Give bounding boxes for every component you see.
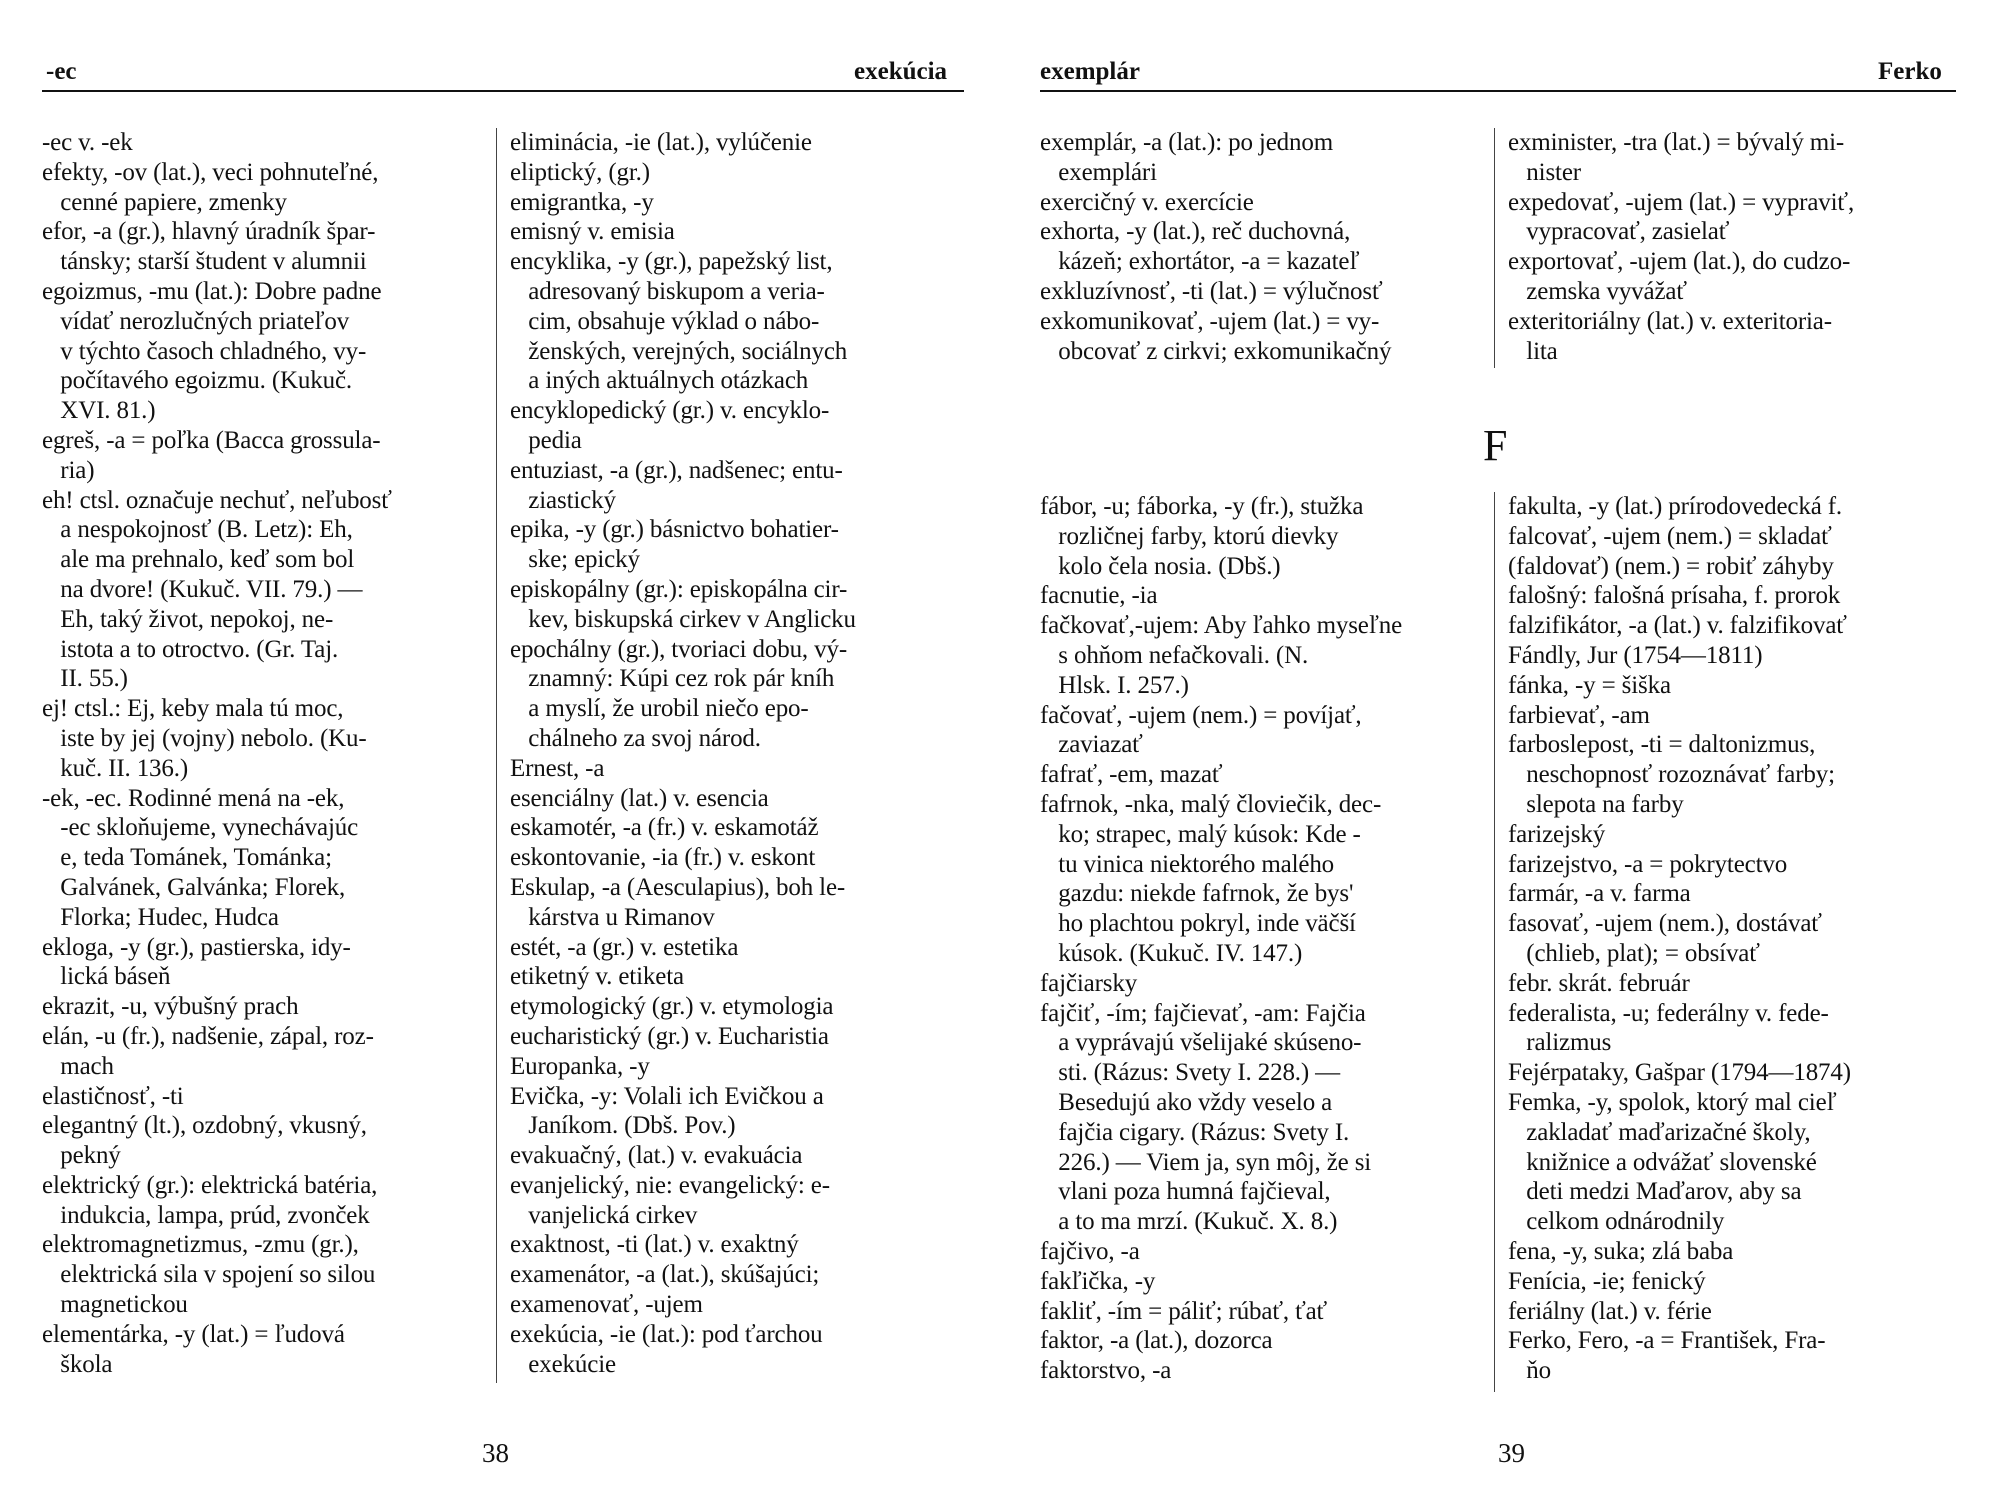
entry-line: fena, -y, suka; zlá baba <box>1508 1237 1734 1265</box>
entry-continuation-line: exemplári <box>1040 158 1157 186</box>
entry-line: elementárka, -y (lat.) = ľudová <box>42 1320 345 1348</box>
entry-continuation-line: kuč. II. 136.) <box>42 754 189 782</box>
entry-line: faktorstvo, -a <box>1040 1357 1172 1385</box>
entry-continuation-line: celkom odnárodnily <box>1508 1208 1725 1236</box>
entry-continuation-line: počítavého egoizmu. (Kukuč. <box>42 367 352 395</box>
left-page-number: 38 <box>482 1438 509 1468</box>
entry-continuation-line: a myslí, že urobil niečo epo- <box>510 695 809 723</box>
entry-line: fajčiť, -ím; fajčievať, -am: Fajčia <box>1040 999 1366 1027</box>
entry-continuation-line: zakladať maďarizačné školy, <box>1508 1118 1811 1146</box>
entry-line: fakulta, -y (lat.) prírodovedecká f. <box>1508 493 1843 520</box>
entry-continuation-line: XVI. 81.) <box>42 397 156 425</box>
entry-line: exekúcia, -ie (lat.): pod ťarchou <box>510 1320 823 1348</box>
entry-line: farizejský <box>1508 820 1606 848</box>
entry-line: fajčiarsky <box>1040 969 1138 997</box>
entry-continuation-line: a iných aktuálnych otázkach <box>510 367 809 395</box>
entry-continuation-line: zemska vyvážať <box>1508 277 1687 305</box>
entry-line: examenovať, -ujem <box>510 1291 703 1319</box>
entry-continuation-line: chálneho za svoj národ. <box>510 724 761 752</box>
entry-line: elastičnosť, -ti <box>42 1082 184 1110</box>
entry-continuation-line: a to ma mrzí. (Kukuč. X. 8.) <box>1040 1208 1338 1236</box>
entry-line: ekrazit, -u, výbušný prach <box>42 993 299 1021</box>
entry-continuation-line: Besedujú ako vždy veselo a <box>1040 1088 1333 1116</box>
entry-continuation-line: gazdu: niekde fafrnok, že bys' <box>1040 880 1354 908</box>
entry-line: eucharistický (gr.) v. Eucharistia <box>510 1022 829 1050</box>
entry-line: eskamotér, -a (fr.) v. eskamotáž <box>510 814 819 842</box>
entry-continuation-line: vanjelická cirkev <box>510 1201 698 1229</box>
entry-line: evakuačný, (lat.) v. evakuácia <box>510 1142 803 1170</box>
entry-continuation-line: iste by jej (vojny) nebolo. (Ku- <box>42 724 367 752</box>
entry-continuation-line: ženských, verejných, sociálnych <box>510 337 848 365</box>
entry-line: exkluzívnosť, -ti (lat.) = výlučnosť <box>1040 277 1383 305</box>
entry-continuation-line: istota a to otroctvo. (Gr. Taj. <box>42 635 339 663</box>
entry-line: emisný v. emisia <box>510 218 675 246</box>
entry-line: etymologický (gr.) v. etymologia <box>510 993 834 1021</box>
entry-line: esenciálny (lat.) v. esencia <box>510 784 769 812</box>
left-column-2 <box>510 128 970 1379</box>
entry-line: farizejstvo, -a = pokrytectvo <box>1508 850 1788 878</box>
entry-line: -ek, -ec. Rodinné mená na -ek, <box>42 784 345 812</box>
entry-continuation-line: ziastický <box>510 486 616 514</box>
entry-line: Ernest, -a <box>510 754 605 782</box>
entry-continuation-line: mach <box>42 1052 114 1080</box>
entry-continuation-line: obcovať z cirkvi; exkomunikačný <box>1040 337 1392 365</box>
entry-continuation-line: kázeň; exhortátor, -a = kazateľ <box>1040 248 1360 276</box>
entry-continuation-line: ňo <box>1508 1357 1552 1385</box>
entry-continuation-line: ria) <box>42 456 95 484</box>
right-column-1-top <box>1040 128 1480 366</box>
left-header-rule <box>42 90 964 92</box>
entry-line: fafrnok, -nka, malý človiečik, dec- <box>1040 790 1382 818</box>
entry-line: falcovať, -ujem (nem.) = skladať <box>1508 522 1832 550</box>
entry-line: Femka, -y, spolok, ktorý mal cieľ <box>1508 1088 1837 1116</box>
entry-line: examenátor, -a (lat.), skúšajúci; <box>510 1261 820 1289</box>
entry-continuation-line: Galvánek, Galvánka; Florek, <box>42 873 346 901</box>
entry-line: fafrať, -em, mazať <box>1040 761 1223 789</box>
entry-line: Evička, -y: Volali ich Evičkou a <box>510 1082 824 1110</box>
entry-continuation-line: nister <box>1508 158 1581 186</box>
entry-continuation-line: Hlsk. I. 257.) <box>1040 671 1189 699</box>
entry-continuation-line: škola <box>42 1350 113 1378</box>
left-running-head-start: -ec <box>46 58 77 85</box>
entry-continuation-line: neschopnosť rozoznávať farby; <box>1508 761 1835 789</box>
right-running-head-end: Ferko <box>1878 58 1942 85</box>
entry-continuation-line: vídať nerozlučných priateľov <box>42 307 350 335</box>
entry-line: (faldovať) (nem.) = robiť záhyby <box>1508 552 1834 580</box>
entry-continuation-line: slepota na farby <box>1508 790 1684 818</box>
entry-line: exercičný v. exercície <box>1040 188 1254 216</box>
entry-line: fánka, -y = šiška <box>1508 671 1671 699</box>
entry-line: ekloga, -y (gr.), pastierska, idy- <box>42 933 351 961</box>
entry-line: farbievať, -am <box>1508 701 1650 729</box>
entry-continuation-line: tánsky; starší študent v alumnii <box>42 248 367 276</box>
entry-line: elán, -u (fr.), nadšenie, zápal, roz- <box>42 1022 374 1050</box>
entry-line: facnutie, -ia <box>1040 582 1158 610</box>
right-column-2-top <box>1508 128 1958 366</box>
entry-line: ej! ctsl.: Ej, keby mala tú moc, <box>42 695 344 723</box>
right-column-1-bottom <box>1040 492 1480 1386</box>
entry-continuation-line: ralizmus <box>1508 1029 1612 1057</box>
entry-line: evanjelický, nie: evangelický: e- <box>510 1171 830 1199</box>
entry-continuation-line: pedia <box>510 426 582 454</box>
entry-continuation-line: elektrická sila v spojení so silou <box>42 1261 376 1289</box>
entry-continuation-line: 226.) — Viem ja, syn môj, že si <box>1040 1148 1372 1176</box>
entry-line: fábor, -u; fáborka, -y (fr.), stužka <box>1040 493 1364 520</box>
entry-line: entuziast, -a (gr.), nadšenec; entu- <box>510 456 843 484</box>
entry-line: Fejérpataky, Gašpar (1794—1874) <box>1508 1059 1851 1087</box>
entry-continuation-line: na dvore! (Kukuč. VII. 79.) — <box>42 575 363 603</box>
entry-line: encyklika, -y (gr.), papežský list, <box>510 248 833 276</box>
entry-line: episkopálny (gr.): episkopálna cir- <box>510 575 848 603</box>
entry-line: fačovať, -ujem (nem.) = povíjať, <box>1040 701 1362 729</box>
entry-line: fajčivo, -a <box>1040 1237 1140 1265</box>
entry-continuation-line: tu vinica niektorého malého <box>1040 850 1335 878</box>
entry-continuation-line: sti. (Rázus: Svety I. 228.) — <box>1040 1059 1341 1087</box>
entry-line: fasovať, -ujem (nem.), dostávať <box>1508 910 1822 938</box>
right-bottom-column-divider <box>1494 492 1495 1392</box>
entry-line: Fenícia, -ie; fenický <box>1508 1267 1706 1295</box>
entry-line: fakliť, -ím = páliť; rúbať, ťať <box>1040 1297 1328 1325</box>
entry-line: exaktnost, -ti (lat.) v. exaktný <box>510 1231 799 1259</box>
entry-continuation-line: adresovaný biskupom a veria- <box>510 277 825 305</box>
entry-continuation-line: exekúcie <box>510 1350 616 1378</box>
left-column-1 <box>42 128 482 1379</box>
entry-line: elegantný (lt.), ozdobný, vkusný, <box>42 1112 367 1140</box>
entry-line: farmár, -a v. farma <box>1508 880 1691 908</box>
entry-continuation-line: Janíkom. (Dbš. Pov.) <box>510 1112 736 1140</box>
entry-continuation-line: a vyprávajú všelijaké skúseno- <box>1040 1029 1362 1057</box>
entry-line: elektromagnetizmus, -zmu (gr.), <box>42 1231 359 1259</box>
left-column-divider <box>496 128 497 1383</box>
right-page-number: 39 <box>1498 1438 1525 1468</box>
entry-line: estét, -a (gr.) v. estetika <box>510 933 739 961</box>
entry-line: eliptický, (gr.) <box>510 158 650 186</box>
entry-line: exkomunikovať, -ujem (lat.) = vy- <box>1040 307 1380 335</box>
entry-line: Ferko, Fero, -a = František, Fra- <box>1508 1327 1826 1355</box>
entry-line: etiketný v. etiketa <box>510 963 684 991</box>
entry-line: efekty, -ov (lat.), veci pohnuteľné, <box>42 158 379 186</box>
right-running-head-start: exemplár <box>1040 58 1140 85</box>
entry-continuation-line: ale ma prehnalo, keď som bol <box>42 546 355 574</box>
entry-continuation-line: vypracovať, zasielať <box>1508 218 1730 246</box>
entry-line: egreš, -a = poľka (Bacca grossula- <box>42 426 381 454</box>
entry-continuation-line: (chlieb, plat); = obsívať <box>1508 939 1760 967</box>
entry-continuation-line: zaviazať <box>1040 731 1143 759</box>
entry-continuation-line: ko; strapec, malý kúsok: Kde - <box>1040 820 1361 848</box>
entry-line: epika, -y (gr.) básnictvo bohatier- <box>510 516 839 544</box>
entry-continuation-line: a nespokojnosť (B. Letz): Eh, <box>42 516 353 544</box>
right-top-column-divider <box>1494 128 1495 368</box>
entry-line: elektrický (gr.): elektrická batéria, <box>42 1171 378 1199</box>
entry-line: federalista, -u; federálny v. fede- <box>1508 999 1829 1027</box>
right-header-rule <box>1040 90 1956 92</box>
entry-continuation-line: e, teda Tománek, Tománka; <box>42 844 332 872</box>
entry-line: Europanka, -y <box>510 1052 650 1080</box>
entry-line: expedovať, -ujem (lat.) = vypraviť, <box>1508 188 1855 216</box>
entry-line: eliminácia, -ie (lat.), vylúčenie <box>510 129 812 156</box>
entry-continuation-line: rozličnej farby, ktorú dievky <box>1040 522 1339 550</box>
entry-continuation-line: ske; epický <box>510 546 640 574</box>
entry-line: feriálny (lat.) v. férie <box>1508 1297 1712 1325</box>
entry-line: exportovať, -ujem (lat.), do cudzo- <box>1508 248 1851 276</box>
entry-continuation-line: knižnice a odvážať slovenské <box>1508 1148 1817 1176</box>
entry-continuation-line: Eh, taký život, nepokoj, ne- <box>42 605 334 633</box>
entry-continuation-line: vlani poza humná fajčieval, <box>1040 1178 1331 1206</box>
entry-line: eskontovanie, -ia (fr.) v. eskont <box>510 844 816 872</box>
entry-line: epochálny (gr.), tvoriaci dobu, vý- <box>510 635 848 663</box>
entry-continuation-line: kárstva u Rimanov <box>510 903 715 931</box>
entry-line: falzifikátor, -a (lat.) v. falzifikovať <box>1508 612 1847 640</box>
entry-line: exemplár, -a (lat.): po jednom <box>1040 129 1333 156</box>
entry-line: efor, -a (gr.), hlavný úradník špar- <box>42 218 376 246</box>
right-page <box>998 0 1996 1500</box>
entry-continuation-line: deti medzi Maďarov, aby sa <box>1508 1178 1802 1206</box>
entry-line: fačkovať,-ujem: Aby ľahko myseľne <box>1040 612 1403 640</box>
entry-continuation-line: magnetickou <box>42 1291 188 1319</box>
entry-continuation-line: kúsok. (Kukuč. IV. 147.) <box>1040 939 1303 967</box>
entry-line: exhorta, -y (lat.), reč duchovná, <box>1040 218 1351 246</box>
entry-continuation-line: v týchto časoch chladného, vy- <box>42 337 367 365</box>
entry-line: -ec v. -ek <box>42 129 133 156</box>
entry-line: febr. skrát. február <box>1508 969 1690 997</box>
entry-continuation-line: kolo čela nosia. (Dbš.) <box>1040 552 1281 580</box>
section-letter-f: F <box>1483 421 1508 470</box>
entry-line: faktor, -a (lat.), dozorca <box>1040 1327 1273 1355</box>
entry-line: Eskulap, -a (Aesculapius), boh le- <box>510 873 846 901</box>
entry-continuation-line: s ohňom nefačkovali. (N. <box>1040 641 1309 669</box>
entry-continuation-line: -ec skloňujeme, vynechávajúc <box>42 814 359 842</box>
entry-line: farboslepost, -ti = daltonizmus, <box>1508 731 1816 759</box>
entry-line: egoizmus, -mu (lat.): Dobre padne <box>42 277 382 305</box>
entry-continuation-line: II. 55.) <box>42 665 128 693</box>
entry-continuation-line: lita <box>1508 337 1558 365</box>
entry-line: exminister, -tra (lat.) = bývalý mi- <box>1508 129 1845 156</box>
entry-continuation-line: lická báseň <box>42 963 171 991</box>
entry-line: emigrantka, -y <box>510 188 654 216</box>
entry-line: exteritoriálny (lat.) v. exteritoria- <box>1508 307 1832 335</box>
left-running-head-end: exekúcia <box>854 58 948 85</box>
entry-continuation-line: ho plachtou pokryl, inde väčší <box>1040 910 1356 938</box>
entry-line: Fándly, Jur (1754—1811) <box>1508 641 1763 669</box>
entry-continuation-line: znamný: Kúpi cez rok pár kníh <box>510 665 835 693</box>
entry-line: eh! ctsl. označuje nechuť, neľubosť <box>42 486 392 514</box>
right-column-2-bottom <box>1508 492 1958 1386</box>
entry-continuation-line: pekný <box>42 1142 121 1170</box>
entry-continuation-line: cenné papiere, zmenky <box>42 188 287 216</box>
entry-line: falošný: falošná prísaha, f. prorok <box>1508 582 1841 610</box>
entry-continuation-line: Florka; Hudec, Hudca <box>42 903 279 931</box>
entry-continuation-line: fajčia cigary. (Rázus: Svety I. <box>1040 1118 1350 1146</box>
entry-line: fakľička, -y <box>1040 1267 1156 1295</box>
entry-continuation-line: indukcia, lampa, prúd, zvonček <box>42 1201 370 1229</box>
entry-line: encyklopedický (gr.) v. encyklo- <box>510 397 830 425</box>
entry-continuation-line: kev, biskupská cirkev v Anglicku <box>510 605 856 633</box>
entry-continuation-line: cim, obsahuje výklad o nábo- <box>510 307 820 335</box>
